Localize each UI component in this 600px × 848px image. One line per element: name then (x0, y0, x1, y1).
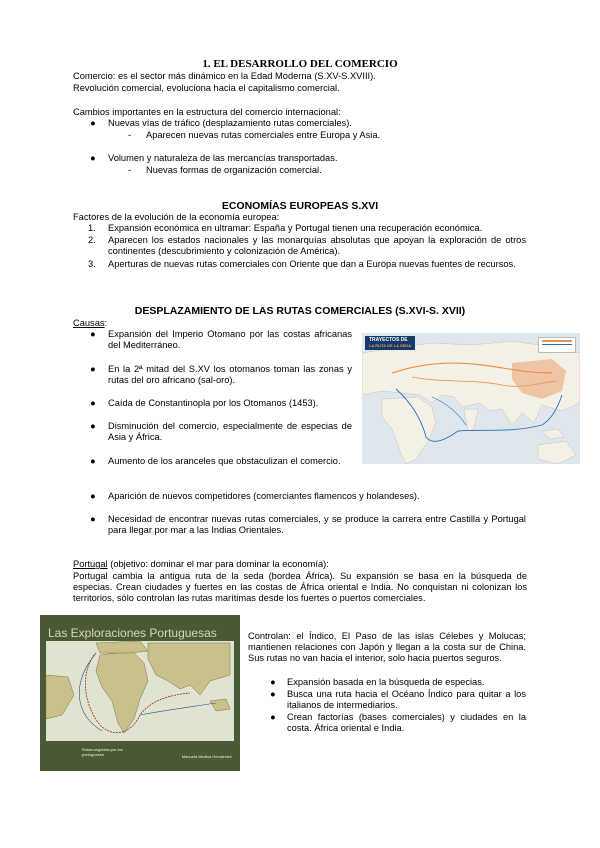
cause-item (0, 514, 600, 538)
list-subitem-text: Nuevas formas de organización comercial. (146, 165, 322, 175)
causes-colon: : (104, 318, 108, 328)
intro-line: Comercio: es el sector más dinámico en la Edad Moderna (S.XV-S.XVIII). (73, 71, 376, 81)
cause-text: Aparición de nuevos competidores (comerciantes flamencos y holandeses). (108, 491, 420, 501)
bullet-icon: ● (270, 677, 276, 687)
dash-icon: - (128, 130, 132, 140)
portugal-control-paragraph: Controlan: el Índico, El Paso de las islas Célebes y Molucas; mantienen relaciones con Japón y llegan a la costa sur de China. Sus rutas no van hacia el interior, solo hacia puertos seguros. (248, 631, 526, 664)
map-legend (538, 337, 576, 353)
cause-text: Aumento de los aranceles que obstaculizan el comercio. (108, 456, 341, 466)
legend-land-route (542, 340, 572, 342)
legend-sea-route (542, 344, 572, 346)
bullet-icon: ● (90, 153, 96, 163)
causes-label-text: Causas (73, 318, 105, 328)
list-item (0, 153, 600, 165)
section-title-economias-europeas: ECONOMÍAS EUROPEAS S.XVI (221, 200, 379, 212)
bullet-icon: ● (90, 491, 96, 501)
changes-heading: Cambios importantes en la estructura del comercio internacional: (73, 107, 341, 117)
item-text: Expansión económica en ultramar: España y Portugal tienen una recuperación económica. (108, 223, 483, 233)
cause-text: Expansión del Imperio Otomano por las costas africanas del Mediterráneo. (108, 329, 352, 351)
portugal-label: Portugal (73, 559, 108, 569)
dash-icon: - (128, 165, 132, 175)
section-title-desplazamiento-rutas: DESPLAZAMIENTO DE LAS RUTAS COMERCIALES (S.XVI-S. XVII) (134, 305, 466, 317)
portugal-bullet (0, 677, 600, 689)
list-subitem (0, 165, 600, 177)
list-subitem (0, 130, 600, 142)
cause-item (0, 491, 600, 503)
portugal-bullet (0, 689, 600, 713)
section-title-desarrollo-comercio: 1. EL DESARROLLO DEL COMERCIO (202, 58, 398, 70)
silk-road-map-image (362, 333, 580, 464)
map2-title: Las Exploraciones Portuguesas (48, 626, 217, 640)
numbered-item (0, 223, 600, 235)
numbered-item (0, 259, 600, 283)
map-title-text: TRAYECTOS DE (369, 337, 408, 343)
map-title (365, 336, 415, 350)
list-item-text: Volumen y naturaleza de las mercancías transportadas. (108, 153, 338, 163)
intro-line: Revolución comercial, evoluciona hacia el capitalismo comercial. (73, 83, 340, 93)
list-subitem-text: Aparecen nuevas rutas comerciales entre Europa y Asia. (146, 130, 381, 140)
portugal-paragraph: Portugal cambia la antigua ruta de la seda (bordea África). Su expansión se basa en la búsqueda de especias. Crean ciudades y fuertes en las costas de África oriental e India. No conquistan ni colonizan los territorios, sólo controlan las rutas marítimas desde los fuertes o puertos comerciales. (73, 571, 527, 604)
bullet-icon: ● (90, 421, 96, 431)
factors-intro: Factores de la evolución de la economía europea: (73, 212, 280, 222)
item-text: Aparecen los estados nacionales y las monarquías absolutas que apoyan la exploración de otros continentes (descubrimiento y colonización de América). (108, 235, 526, 257)
cause-text: Caída de Constantinopla por los Otomanos (1453). (108, 398, 319, 408)
bullet-icon: ● (90, 456, 96, 466)
portugal-bullet-text: Crean factorías (bases comerciales) y ciudades en la costa. África oriental e India. (287, 712, 526, 734)
bullet-icon: ● (270, 712, 276, 722)
bullet-icon: ● (90, 398, 96, 408)
cause-text: En la 2ª mitad del S.XV los otomanos toman las zonas y rutas del oro africano (sal-oro). (108, 364, 352, 386)
bullet-icon: ● (270, 689, 276, 699)
portugal-bullet-text: Busca una ruta hacia el Océano Índico para quitar a los italianos de intermediarios. (287, 689, 526, 711)
bullet-icon: ● (90, 329, 96, 339)
portugal-heading (73, 559, 329, 570)
map2-author: Manuela Medina Hernández (181, 754, 232, 759)
map-subtitle-text: LA RUTA DE LA SEDA (369, 342, 412, 348)
cause-text: Disminución del comercio, especialmente de especias de Asia y África. (108, 421, 352, 443)
list-item-text: Nuevas vías de tráfico (desplazamiento rutas comerciales). (108, 118, 352, 128)
causes-label (73, 318, 107, 329)
bullet-icon: ● (90, 364, 96, 374)
item-number: 3. (88, 259, 96, 269)
map2-caption: Rutas seguidas por los portugueses (82, 747, 123, 757)
bullet-icon: ● (90, 514, 96, 524)
list-item (0, 118, 600, 130)
portugal-bullet-text: Expansión basada en la búsqueda de especias. (287, 677, 485, 687)
portugal-bullet (0, 712, 600, 736)
portugal-heading-rest: (objetivo: dominar el mar para dominar la economía): (107, 559, 329, 569)
item-number: 1. (88, 223, 96, 233)
numbered-item (0, 235, 600, 259)
cause-text: Necesidad de encontrar nuevas rutas comerciales, y se produce la carrera entre Castilla y Portugal para llegar por mar a las Indias Orientales. (108, 514, 526, 536)
bullet-icon: ● (90, 118, 96, 128)
item-number: 2. (88, 235, 96, 245)
item-text: Aperturas de nuevas rutas comerciales con Oriente que dan a Europa nuevas fuentes de recursos. (108, 259, 516, 269)
